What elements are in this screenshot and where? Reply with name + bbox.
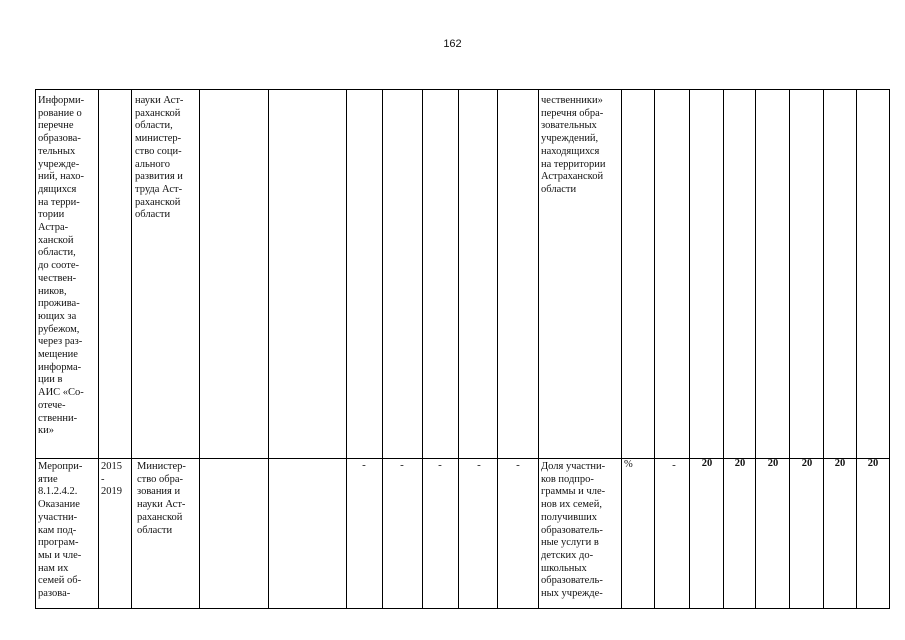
col-border	[199, 89, 200, 609]
col-border	[723, 89, 724, 609]
row2-value: 20	[834, 458, 846, 469]
row1-activity-text: Информи- рование о перечне образова- тельных учрежде- ний, нахо- дящихся на терри- тории Астра- ханской области, до соотe- чествен- ников, прожива- ющих за рубежом, через раз- мещение информа- ции в АИС «Со- отече- ственни- ки»	[38, 95, 85, 437]
row2-dash: -	[362, 459, 366, 471]
col-border	[889, 89, 890, 609]
col-border	[654, 89, 655, 609]
row2-value: 20	[767, 458, 779, 469]
row2-value: 20	[867, 458, 879, 469]
row2-value: 20	[701, 458, 713, 469]
col-border	[35, 89, 36, 609]
row2-dash: -	[400, 459, 404, 471]
col-border	[131, 89, 132, 609]
row2-dash: -	[438, 459, 442, 471]
table-top-border	[35, 89, 890, 90]
row2-unit-text: %	[624, 459, 633, 470]
col-border	[689, 89, 690, 609]
row2-dash: -	[477, 459, 481, 471]
col-border	[789, 89, 790, 609]
col-border	[755, 89, 756, 609]
row1-executor-text: науки Аст- раханской области, министер- ство соци- ального развития и труда Аст- раханской области	[135, 95, 184, 221]
col-border	[856, 89, 857, 609]
col-border	[621, 89, 622, 609]
row2-period-text: 2015 - 2019	[101, 461, 122, 498]
col-border	[538, 89, 539, 609]
table-bottom-border	[35, 608, 890, 609]
col-border	[346, 89, 347, 609]
col-border	[268, 89, 269, 609]
col-border	[458, 89, 459, 609]
col-border	[823, 89, 824, 609]
document-table	[35, 89, 890, 609]
row1-indicator-text: чественники» перечня обра- зовательных учреждений, находящихся на территории Астраханской области	[541, 95, 606, 195]
row2-indicator-text: Доля участни- ков подпро- граммы и чле- нов их семей, получивших образователь- ные услуги в детских до- школьных образователь- ных учрежде-	[541, 461, 606, 600]
row2-executor-text: Министер- ство обра- зования и науки Аст- раханской области	[137, 461, 186, 536]
row2-activity-text: Меропри- ятие 8.1.2.4.2. Оказание участни- кам под- програм- мы и чле- нам их семей об- разова-	[38, 461, 83, 600]
row2-base-value: -	[672, 459, 676, 471]
col-border	[497, 89, 498, 609]
row2-value: 20	[734, 458, 746, 469]
row2-value: 20	[801, 458, 813, 469]
col-border	[98, 89, 99, 609]
page-number: 162	[443, 38, 462, 50]
col-border	[422, 89, 423, 609]
row2-dash: -	[516, 459, 520, 471]
col-border	[382, 89, 383, 609]
